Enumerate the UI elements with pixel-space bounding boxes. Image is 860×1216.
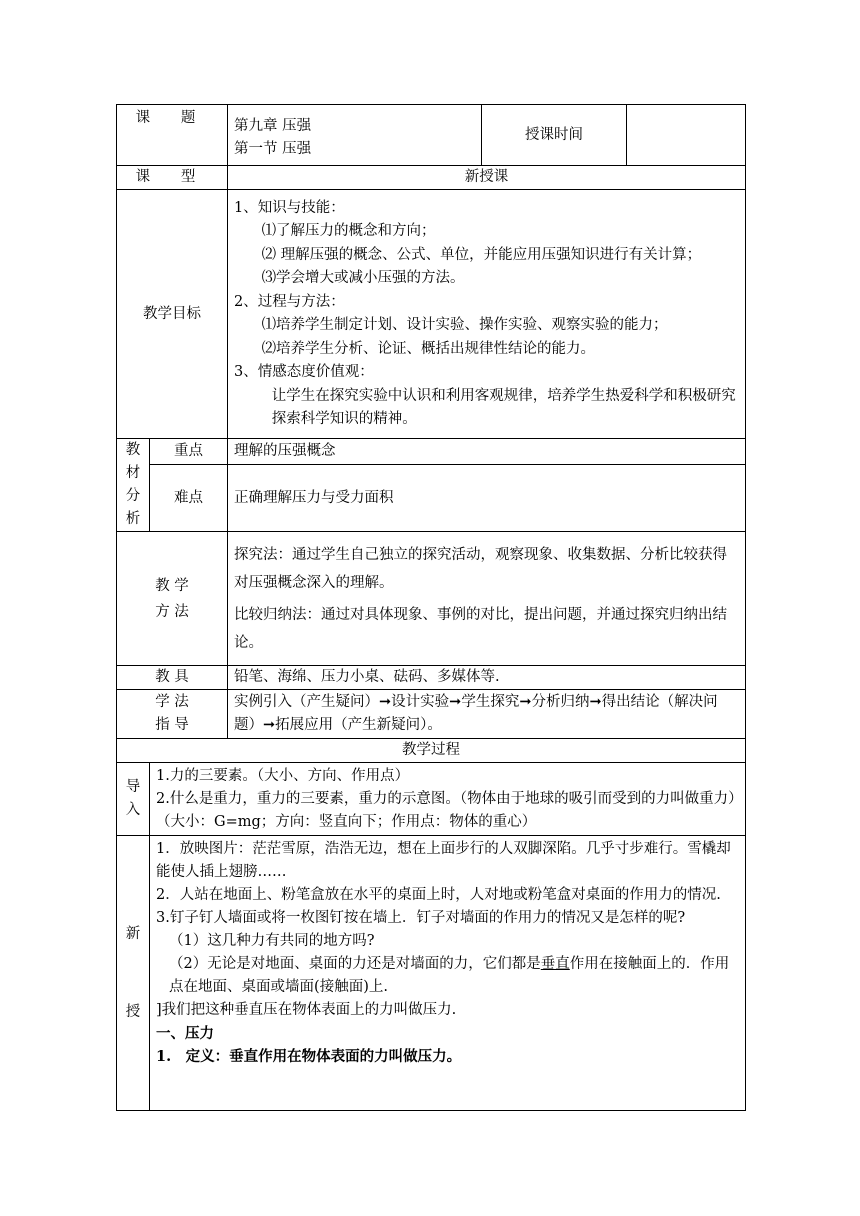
new-lesson-content (150, 836, 746, 1111)
objective-line: ⑵ 理解压强的概念、公式、单位，并能应用压强知识进行有关计算； (261, 246, 702, 263)
new-lesson-label: 新 授 (117, 836, 150, 1111)
new-line: 1．放映图片：茫茫雪原，浩浩无边，想在上面步行的人双脚深陷。几乎寸步难行。雪橇却能使人插上翅膀…… (156, 841, 731, 880)
tools-label: 教 具 (117, 666, 228, 690)
intro-label: 导入 (117, 763, 150, 836)
topic-chapter: 第九章 压强 (234, 118, 312, 134)
objective-line: ⑶学会增大或减小压强的方法。 (261, 270, 465, 286)
new-line: 3.钉子钉人墙面或将一枚图钉按在墙上．钉子对墙面的作用力的情况又是怎样的呢? (156, 910, 686, 926)
objective-line: ⑴了解压力的概念和方向； (261, 223, 436, 239)
objectives-label: 教学目标 (117, 190, 228, 439)
time-value (627, 105, 746, 166)
type-label: 课 型 (117, 166, 228, 190)
underlined-term: 垂直 (540, 956, 570, 972)
objectives-content (228, 190, 746, 439)
key-point-label: 重点 (150, 439, 228, 465)
time-label: 授课时间 (482, 105, 627, 166)
objective-line: ⑴培养学生制定计划、设计实验、操作实验、观察实验的能力； (261, 317, 668, 333)
intro-line: 1.力的三要素。（大小、方向、作用点） (156, 767, 410, 784)
topic-label: 课 题 (117, 105, 228, 166)
objective-line: 1、知识与技能： (234, 199, 345, 216)
new-line: （2）无论是对地面、桌面的力还是对墙面的力，它们都是垂直作用在接触面上的．作用点在地面、桌面或墙面(接触面)上. (169, 956, 730, 995)
process-title: 教学过程 (117, 739, 746, 763)
objective-line: 2、过程与方法： (234, 293, 345, 310)
analysis-label: 教 材 分 析 (117, 439, 150, 532)
topic-cell (228, 105, 482, 166)
method-para: 探究法：通过学生自己独立的探究活动，观察现象、收集数据、分析比较获得对压强概念深入的理解。 (234, 546, 728, 591)
difficulty-value: 正确理解压力与受力面积 (228, 465, 746, 532)
guide-label: 学 法 指 导 (117, 690, 228, 739)
guide-value: 实例引入（产生疑问）➞设计实验➞学生探究➞分析归纳➞得出结论（解决问题）➞拓展应用（产生新疑问）。 (228, 690, 746, 739)
new-line: 2．人站在地面上、粉笔盒放在水平的桌面上时，人对地或粉笔盒对桌面的作用力的情况. (156, 887, 721, 903)
intro-line: 2.什么是重力，重力的三要素，重力的示意图。（物体由于地球的吸引而受到的力叫做重力）（大小：G=mg；方向：竖直向下；作用点：物体的重心） (156, 790, 736, 830)
method-para: 比较归纳法：通过对具体现象、事例的对比，提出问题，并通过探究归纳出结论。 (234, 606, 728, 651)
section-heading: 一、压力 (156, 1025, 214, 1042)
objective-line: 3、情感态度价值观： (234, 364, 374, 380)
key-point-value: 理解的压强概念 (228, 439, 746, 465)
method-label: 教 学 方 法 (117, 532, 228, 666)
difficulty-label: 难点 (150, 465, 228, 532)
new-line: （1）这几种力有共同的地方吗? (169, 933, 375, 949)
objective-line: 让学生在探究实验中认识和利用客观规律，培养学生热爱科学和积极研究探索科学知识的精神。 (271, 387, 736, 427)
objective-line: ⑵培养学生分析、论证、概括出规律性结论的能力。 (261, 340, 596, 357)
type-value: 新授课 (228, 166, 746, 190)
new-line: ]我们把这种垂直压在物体表面上的力叫做压力. (156, 1002, 457, 1018)
method-content (228, 532, 746, 666)
topic-section: 第一节 压强 (234, 141, 312, 157)
definition-line: 1. 定义：垂直作用在物体表面的力叫做压力。 (156, 1048, 462, 1065)
tools-value: 铅笔、海绵、压力小桌、砝码、多媒体等. (228, 666, 746, 690)
lesson-plan-table (116, 104, 746, 1111)
intro-content (150, 763, 746, 836)
